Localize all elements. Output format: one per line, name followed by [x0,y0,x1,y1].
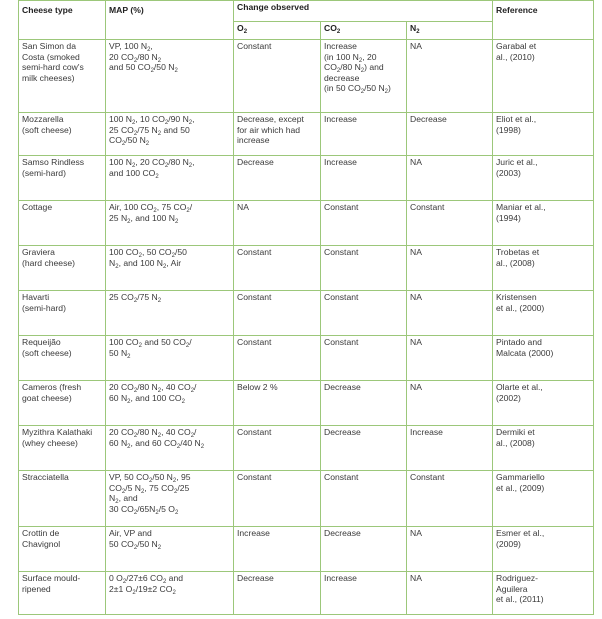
cell-co2: Decrease [321,426,407,471]
cell-co2: Increase [321,572,407,615]
cell-reference: Juric et al., (2003) [493,156,594,201]
cell-reference: Trobetas et al., (2008) [493,246,594,291]
cell-n2: NA [407,572,493,615]
header-cheese-type: Cheese type [19,1,106,40]
table-row [19,426,594,471]
cell-n2: NA [407,40,493,113]
cell-cheese-type: Myzithra Kalathaki (whey cheese) [19,426,106,471]
header-change-observed: Change observed [234,1,493,22]
cell-o2: Decrease [234,156,321,201]
cell-co2: Increase (in 100 $N_2$, 20 $CO_2/80$ $N_2$) and decrease (in 50 $CO_2/50$ $N_2$) [321,40,407,113]
cell-reference: Garabal et al., (2010) [493,40,594,113]
cell-co2: Constant [321,246,407,291]
table-row [19,156,594,201]
header-row [19,1,594,22]
cell-cheese-type: Crottin de Chavignol [19,527,106,572]
table-container [18,0,593,615]
cell-cheese-type: Havarti (semi-hard) [19,291,106,336]
cell-reference: Eliot et al., (1998) [493,113,594,156]
header-reference: Reference [493,1,594,40]
cell-cheese-type: San Simon da Costa (smoked semi-hard cow's milk cheeses) [19,40,106,113]
cell-co2: Decrease [321,381,407,426]
table-row [19,113,594,156]
cell-cheese-type: Mozzarella (soft cheese) [19,113,106,156]
table-row [19,291,594,336]
cell-cheese-type: Samso Rindless (semi-hard) [19,156,106,201]
cell-map: VP, 50 $CO_2/50$ $N_2$, 95 $CO_2/5$ $N_2$, 75 $CO_2/25$ $N_2$, and 30 $CO_2/65N_2/5$ $O_2$ [106,471,234,527]
cell-map: Air, VP and 50 $CO_2/50$ $N_2$ [106,527,234,572]
cell-reference: Dermiki et al., (2008) [493,426,594,471]
cell-map: VP, 100 $N_2$, 20 $CO_2/80$ $N_2$ and 50 $CO_2/50$ $N_2$ [106,40,234,113]
cell-o2: Constant [234,471,321,527]
cell-cheese-type: Requeijão (soft cheese) [19,336,106,381]
cell-o2: Constant [234,291,321,336]
cell-map: Air, 100 $CO_2$, 75 $CO_2/$ 25 $N_2$, and 100 $N_2$ [106,201,234,246]
cell-cheese-type: Graviera (hard cheese) [19,246,106,291]
cell-cheese-type: Cottage [19,201,106,246]
cell-n2: NA [407,291,493,336]
cell-cheese-type: Stracciatella [19,471,106,527]
header-co2: $CO_2$ [321,22,407,40]
cell-reference: Esmer et al., (2009) [493,527,594,572]
header-o2: $O_2$ [234,22,321,40]
cell-n2: Constant [407,471,493,527]
table-row [19,201,594,246]
cell-n2: NA [407,246,493,291]
cell-n2: NA [407,156,493,201]
cell-o2: Constant [234,336,321,381]
table-row [19,336,594,381]
cell-o2: Constant [234,40,321,113]
cell-map: 100 $N_2$, 20 $CO_2/80$ $N_2$, and 100 $CO_2$ [106,156,234,201]
cell-co2: Constant [321,336,407,381]
cell-map: 20 $CO_2/80$ $N_2$, 40 $CO_2/$ 60 $N_2$, and 60 $CO_2/40$ $N_2$ [106,426,234,471]
cell-map: 20 $CO_2/80$ $N_2$, 40 $CO_2/$ 60 $N_2$, and 100 $CO_2$ [106,381,234,426]
cell-co2: Constant [321,291,407,336]
cell-o2: NA [234,201,321,246]
cell-reference: Maniar et al., (1994) [493,201,594,246]
cell-co2: Constant [321,201,407,246]
cell-o2: Decrease [234,572,321,615]
header-n2: $N_2$ [407,22,493,40]
table-row [19,246,594,291]
table-row [19,572,594,615]
table-row [19,527,594,572]
cell-n2: Constant [407,201,493,246]
cell-reference: Gammariello et al., (2009) [493,471,594,527]
cell-reference: Olarte et al., (2002) [493,381,594,426]
cell-o2: Below 2 % [234,381,321,426]
cell-co2: Increase [321,156,407,201]
cell-co2: Increase [321,113,407,156]
cell-n2: Decrease [407,113,493,156]
cell-o2: Constant [234,246,321,291]
cell-n2: Increase [407,426,493,471]
header-map: MAP (%) [106,1,234,40]
cell-n2: NA [407,381,493,426]
cell-cheese-type: Cameros (fresh goat cheese) [19,381,106,426]
table-row [19,471,594,527]
cell-o2: Constant [234,426,321,471]
table-row [19,381,594,426]
cell-reference: Rodriguez- Aguilera et al., (2011) [493,572,594,615]
cell-map: 100 $CO_2$ and 50 $CO_2/$ 50 $N_2$ [106,336,234,381]
cell-map: 100 $N_2$, 10 $CO_2/90$ $N_2$, 25 $CO_2/75$ $N_2$ and 50 $CO_2/50$ $N_2$ [106,113,234,156]
cell-map: 0 $O_2/27\pm 6$ $CO_2$ and 2±1 $O_2/19\pm 2$ $CO_2$ [106,572,234,615]
table-body [19,40,594,615]
cell-o2: Decrease, except for air which had increase [234,113,321,156]
cell-reference: Kristensen et al., (2000) [493,291,594,336]
cheese-map-table [18,0,594,615]
cell-n2: NA [407,336,493,381]
cell-co2: Decrease [321,527,407,572]
cell-map: 100 $CO_2$, 50 $CO_2/50$ $N_2$, and 100 $N_2$, Air [106,246,234,291]
cell-cheese-type: Surface mould- ripened [19,572,106,615]
cell-map: 25 $CO_2/75$ $N_2$ [106,291,234,336]
table-row [19,40,594,113]
cell-n2: NA [407,527,493,572]
cell-co2: Constant [321,471,407,527]
cell-reference: Pintado and Malcata (2000) [493,336,594,381]
cell-o2: Increase [234,527,321,572]
